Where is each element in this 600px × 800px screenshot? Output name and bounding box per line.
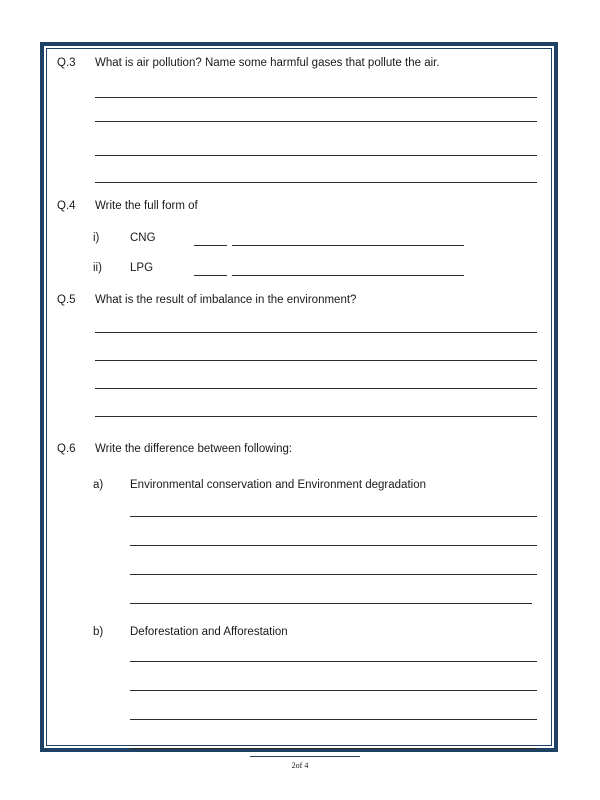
worksheet-content <box>44 46 562 756</box>
answer-line[interactable] <box>95 416 537 417</box>
question-label-q6: Q.6 <box>57 443 76 455</box>
answer-line[interactable] <box>95 155 537 156</box>
sub-item-marker-a: a) <box>93 479 104 491</box>
answer-line[interactable] <box>95 360 537 361</box>
sub-item-text-lpg: LPG <box>130 262 154 274</box>
sub-item-text-cng: CNG <box>130 232 156 244</box>
sub-item-text-b: Deforestation and Afforestation <box>130 626 288 638</box>
answer-line[interactable] <box>95 332 537 333</box>
sub-item-text-a: Environmental conservation and Environment degradation <box>130 479 426 491</box>
answer-line[interactable] <box>95 388 537 389</box>
answer-line[interactable] <box>130 719 537 720</box>
answer-line[interactable] <box>130 574 537 575</box>
sub-item-marker-b: b) <box>93 626 104 638</box>
sub-item-marker-ii: ii) <box>93 262 102 274</box>
worksheet-border <box>40 42 558 752</box>
answer-slot-long[interactable] <box>232 245 464 246</box>
sub-item-marker-i: i) <box>93 232 100 244</box>
question-text-q3: What is air pollution? Name some harmful gases that pollute the air. <box>95 57 440 69</box>
answer-line[interactable] <box>130 603 532 604</box>
answer-slot-short[interactable] <box>194 245 227 246</box>
answer-slot-long[interactable] <box>232 275 464 276</box>
question-label-q4: Q.4 <box>57 200 76 212</box>
answer-line[interactable] <box>130 690 537 691</box>
page-number: 2of 4 <box>291 761 309 770</box>
question-text-q6: Write the difference between following: <box>95 443 293 455</box>
answer-line[interactable] <box>95 97 537 98</box>
question-text-q5: What is the result of imbalance in the environment? <box>95 294 357 306</box>
question-text-q4: Write the full form of <box>95 200 198 212</box>
question-label-q5: Q.5 <box>57 294 76 306</box>
answer-line[interactable] <box>95 121 537 122</box>
answer-line[interactable] <box>130 516 537 517</box>
question-label-q3: Q.3 <box>57 57 76 69</box>
answer-line[interactable] <box>95 182 537 183</box>
answer-slot-short[interactable] <box>194 275 227 276</box>
answer-line[interactable] <box>130 661 537 662</box>
answer-line[interactable] <box>130 545 537 546</box>
footer-divider <box>250 756 360 757</box>
answer-line[interactable] <box>130 748 537 749</box>
